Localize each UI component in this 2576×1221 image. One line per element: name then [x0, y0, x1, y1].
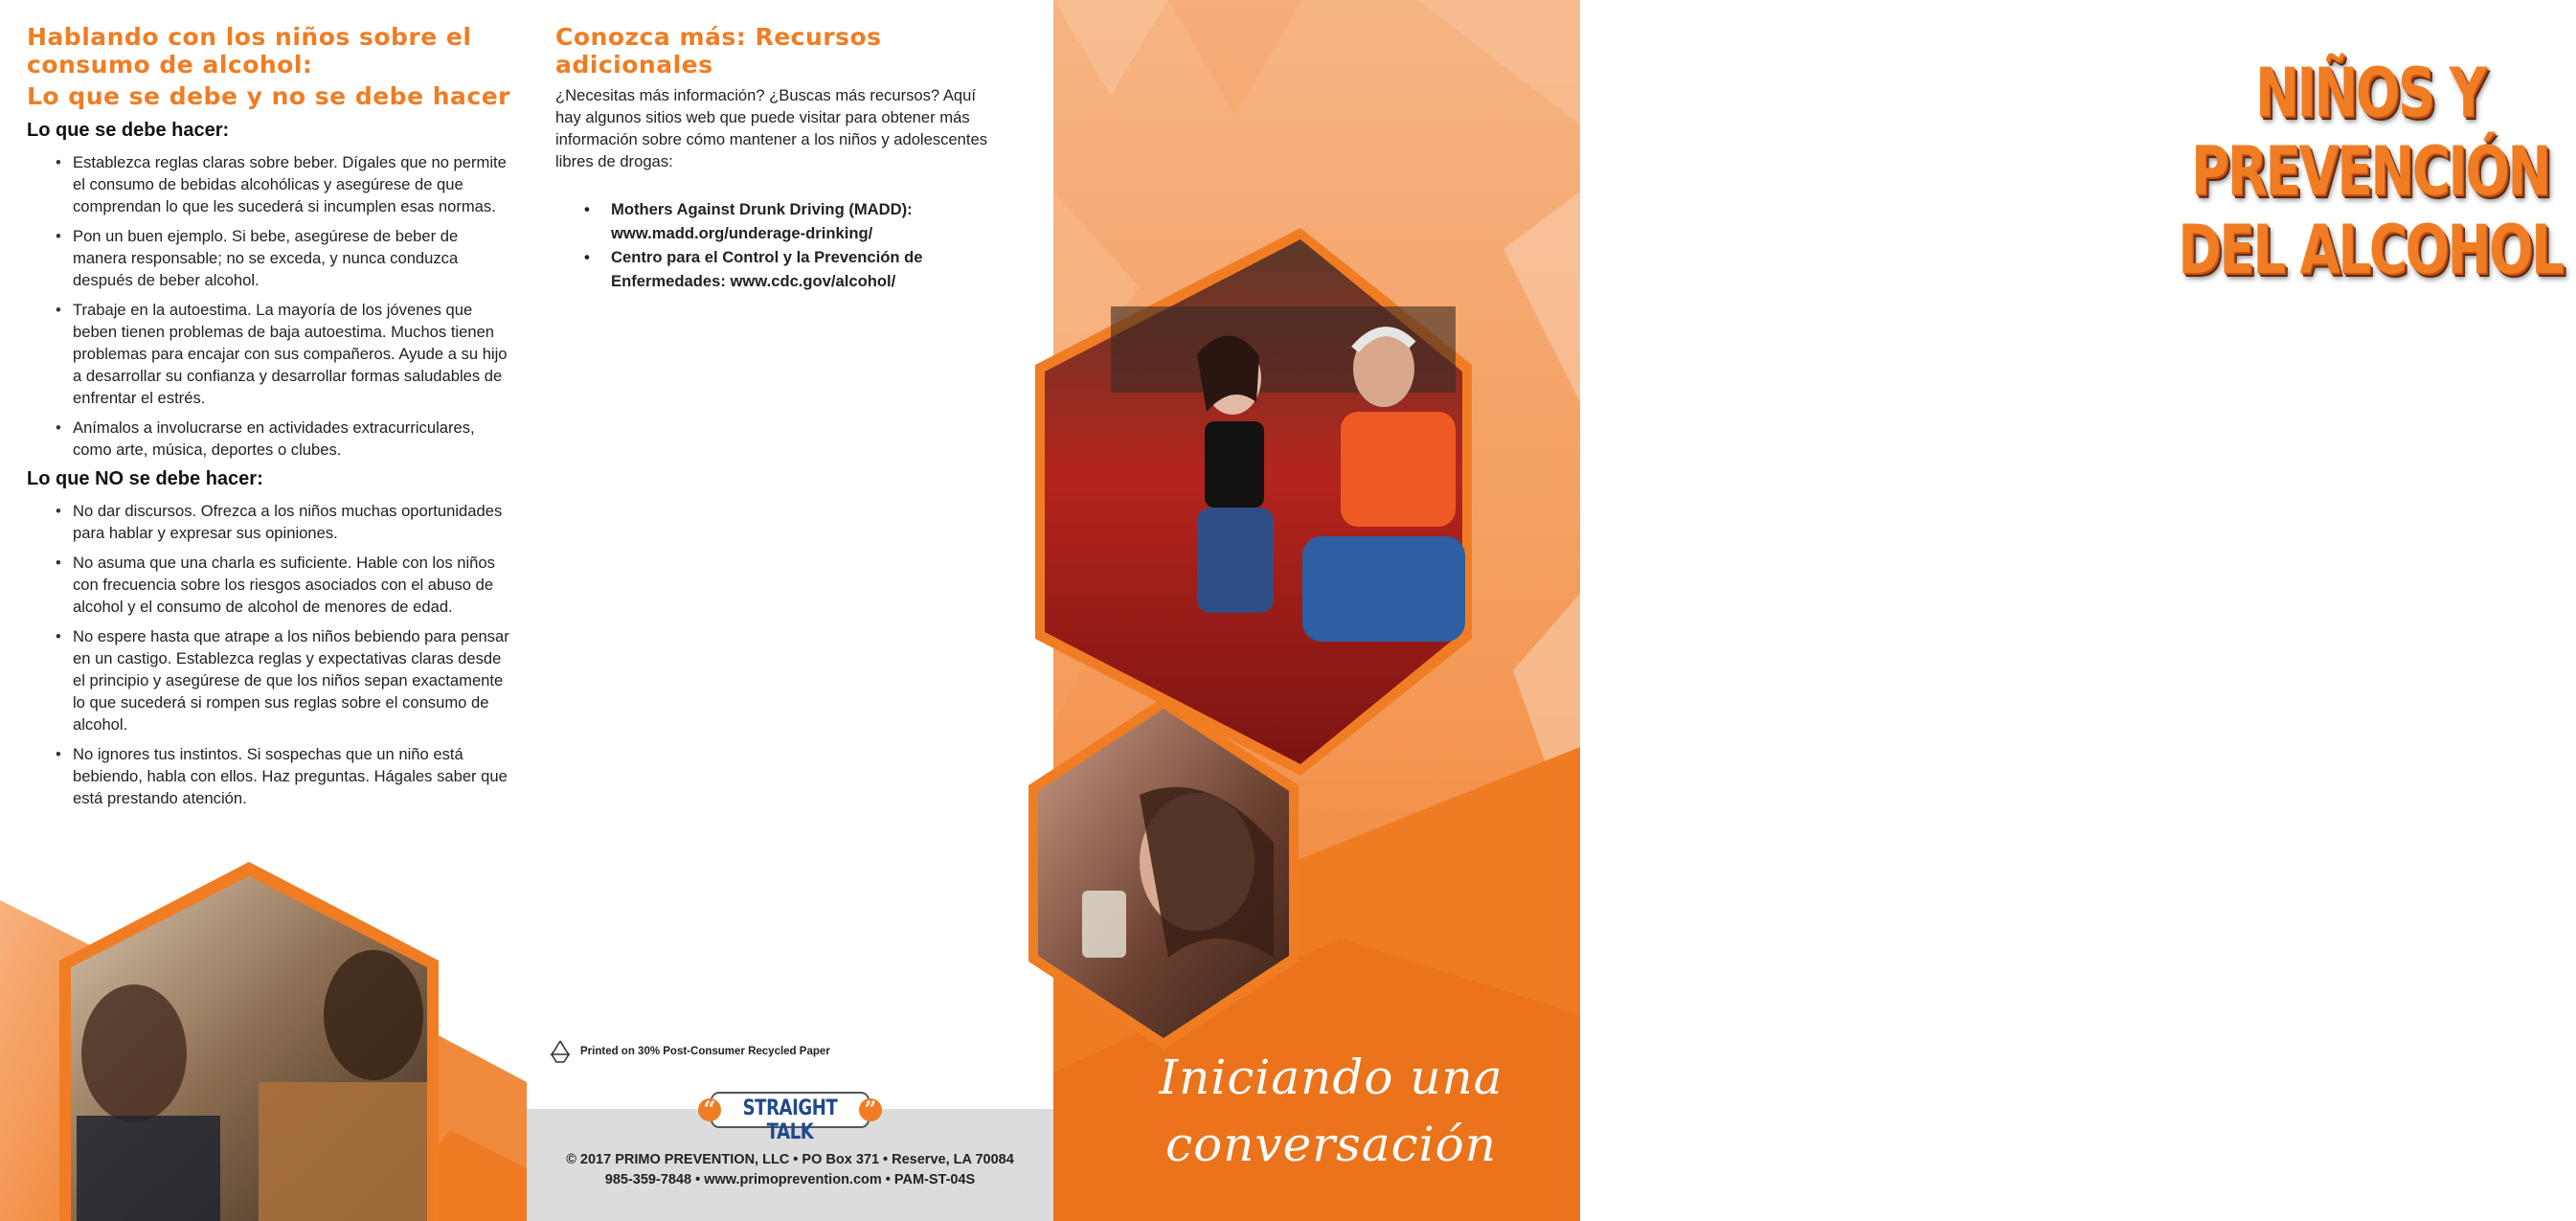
footer-contact: 985-359-7848 • www.primoprevention.com • PAM-ST-04S — [604, 1172, 976, 1187]
resources-intro: ¿Necesitas más información? ¿Buscas más recursos? Aquí hay algunos sitios web que puede visitar para obtener más información sobre cómo mantener a los niños y adolescentes libres de drogas: — [555, 86, 988, 170]
list-item: • Mothers Against Drunk Driving (MADD): www.madd.org/underage-drinking/ — [611, 197, 1006, 245]
recycle-text: Printed on 30% Post-Consumer Recycled Paper — [580, 1046, 830, 1057]
list-item: • Establezca reglas claras sobre beber. Dígales que no permite el consumo de bebidas alcohólicas y asegúrese de que comprendan lo que les sucederá si incumplen esas normas. — [73, 151, 515, 217]
list-item: • Anímalos a involucrarse en actividades extracurriculares, como arte, música, deportes o clubes. — [73, 417, 515, 461]
cover-artwork — [1053, 0, 1580, 1221]
recycle-icon — [546, 1037, 575, 1066]
list-item: • Centro para el Control y la Prevención de Enfermedades: www.cdc.gov/alcohol/ — [611, 245, 1006, 293]
cover-title-line1: NIÑOS Y PREVENCIÓN — [2191, 54, 2549, 211]
do-heading: Lo que se debe hacer: — [27, 120, 230, 141]
resources-list — [555, 197, 1006, 293]
panel-left — [0, 0, 527, 1221]
glass-icon — [1082, 891, 1126, 958]
list-item: • No asuma que una charla es suficiente. Hable con los niños con frecuencia sobre los riesgos asociados con el abuso de alcohol y el consumo de alcohol de menores de edad. — [73, 552, 515, 618]
left-column-content — [27, 23, 515, 817]
dont-heading: Lo que NO se debe hacer: — [27, 468, 263, 489]
svg-text:”: ” — [864, 1097, 877, 1122]
left-subtitle: Lo que se debe y no se debe hacer — [27, 82, 511, 110]
cover-title — [2165, 54, 2576, 289]
logo-text: STRAIGHT TALK — [742, 1097, 838, 1144]
footer-copyright: © 2017 PRIMO PREVENTION, LLC • PO Box 371 • Reserve, LA 70084 — [566, 1152, 1014, 1167]
list-item: • No dar discursos. Ofrezca a los niños muchas oportunidades para hablar y expresar sus opiniones. — [73, 500, 515, 544]
cover-title-line2: DEL ALCOHOL — [2178, 211, 2563, 289]
do-list — [27, 151, 515, 461]
cover-tagline — [1101, 1044, 1561, 1178]
cover-tagline-line1: Iniciando una — [1159, 1050, 1503, 1105]
list-item: • No ignores tus instintos. Si sospechas que un niño está bebiendo, habla con ellos. Haz preguntas. Hágales saber que está prestando atención. — [73, 743, 515, 809]
cover-tagline-line2: conversación — [1165, 1117, 1497, 1172]
recycle-note — [546, 1037, 830, 1066]
list-item: • Trabaje en la autoestima. La mayoría de los jóvenes que beben tienen problemas de baja autoestima. Muchos tienen problemas para encajar con sus compañeros. Ayude a su hijo a desarrollar su confianza y desarrollar formas saludables de enfrentar el estrés. — [73, 299, 515, 409]
resources-title: Conozca más: Recursos adicionales — [555, 23, 882, 79]
list-item: • No espere hasta que atrape a los niños bebiendo para pensar en un castigo. Establezca reglas y expectativas claras desde el principio y asegúrese de que los niños sepan exactamente lo que sucederá si rompen sus reglas sobre el consumo de alcohol. — [73, 625, 515, 735]
left-title: Hablando con los niños sobre el consumo de alcohol: — [27, 23, 472, 79]
middle-column-content — [555, 23, 1006, 293]
list-item: • Pon un buen ejemplo. Si bebe, asegúrese de beber de manera responsable; no se exceda, y nunca conduzca después de beber alcohol. — [73, 225, 515, 291]
panel-cover — [1053, 0, 2563, 1221]
dont-list — [27, 500, 515, 809]
svg-text:“: “ — [703, 1097, 716, 1122]
